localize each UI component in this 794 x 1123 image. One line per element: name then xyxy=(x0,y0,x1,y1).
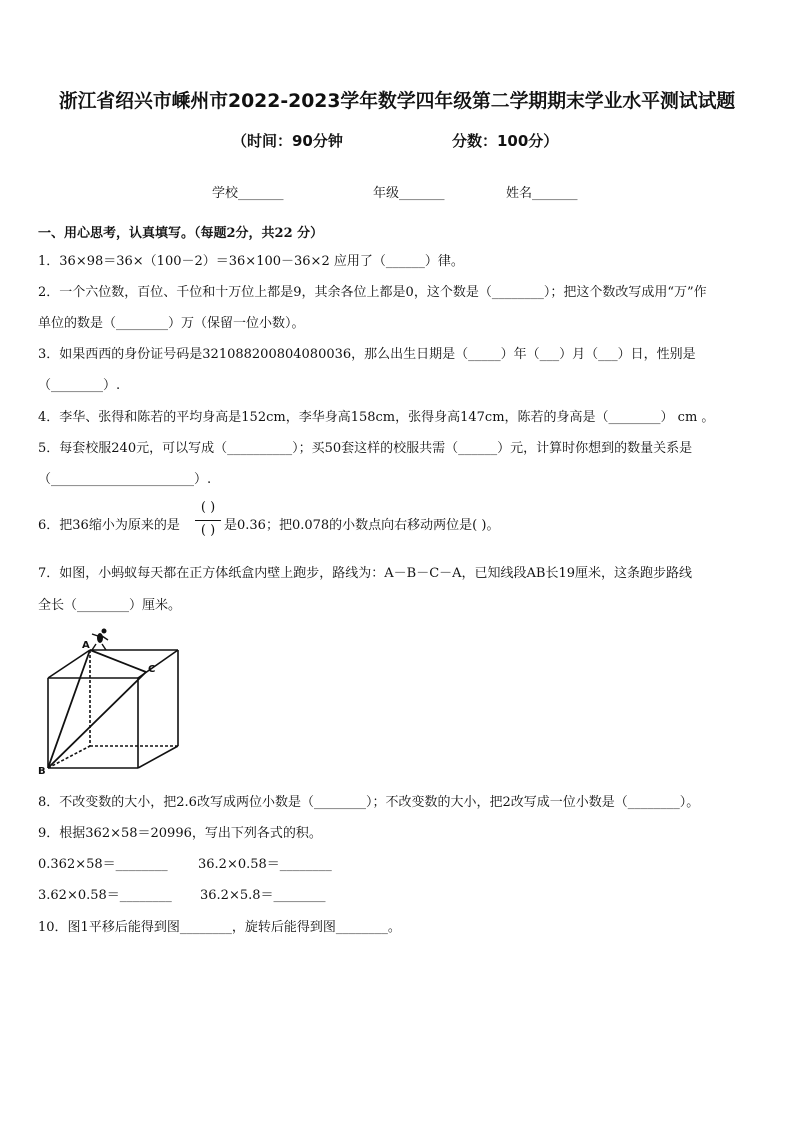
school-field: 学校_______ xyxy=(212,186,284,201)
label-b: B xyxy=(38,766,46,777)
cube-figure xyxy=(36,622,186,777)
ant-icon xyxy=(92,629,108,651)
section-heading: 一、用心思考，认真填写。（每题2分，共22 分） xyxy=(38,226,324,241)
question-8: 8．不改变数的大小，把2.6改写成两位小数是（________）；不改变数的大小，把2改写成一位小数是（________）。 xyxy=(38,795,700,810)
label-a: A xyxy=(82,640,90,651)
question-5-line-2: （______________________）. xyxy=(38,472,212,487)
fraction-bar xyxy=(195,520,221,521)
question-4: 4．李华、张得和陈若的平均身高是152cm，李华身高158cm，张得身高147cm，陈若的身高是（________） cm 。 xyxy=(38,410,715,425)
question-9-c: 3.62×0.58＝________ xyxy=(38,888,172,903)
question-9: 9．根据362×58＝20996，写出下列各式的积。 xyxy=(38,826,322,841)
question-10: 10．图1平移后能得到图________，旋转后能得到图________。 xyxy=(38,920,401,935)
question-3-line-2: （________）. xyxy=(38,378,121,393)
page-title: 浙江省绍兴市嵊州市2022-2023学年数学四年级第二学期期末学业水平测试试题 xyxy=(58,91,736,112)
question-2-line-2: 单位的数是（________）万（保留一位小数）。 xyxy=(38,316,305,331)
route-segment-ca xyxy=(90,650,146,672)
route-segment-bc xyxy=(48,672,146,768)
question-7-line-1: 7．如图，小蚂蚁每天都在正方体纸盒内壁上跑步，路线为：A－B－C－A，已知线段AB长19厘米，这条跑步路线 xyxy=(38,566,693,581)
question-9-d: 36.2×5.8＝________ xyxy=(200,888,326,903)
cube-connector-top-left xyxy=(48,650,90,678)
question-5-line-1: 5．每套校服240元，可以写成（__________）；买50套这样的校服共需（______）元，计算时你想到的数量关系是 xyxy=(38,441,693,456)
question-1: 1．36×98＝36×（100－2）＝36×100－36×2 应用了（______）律。 xyxy=(38,254,464,269)
question-6-fraction xyxy=(195,499,221,543)
fraction-numerator: ( ) xyxy=(200,500,216,515)
route-segment-ab xyxy=(48,650,90,768)
name-field: 姓名_______ xyxy=(506,186,578,201)
question-7-line-2: 全长（________）厘米。 xyxy=(38,598,182,613)
question-3-line-1: 3．如果西西的身份证号码是321088200804080036，那么出生日期是（_____）年（___）月（___）日，性别是 xyxy=(38,347,696,362)
question-2-line-1: 2．一个六位数，百位、千位和十万位上都是9，其余各位上都是0，这个数是（________）；把这个数改写成用“万”作 xyxy=(38,285,707,300)
question-6-after: 是0.36；把0.078的小数点向右移动两位是( )。 xyxy=(224,518,500,533)
question-6-before: 6．把36缩小为原来的是 xyxy=(38,518,180,533)
exam-score: 分数：100分） xyxy=(452,132,559,150)
question-9-a: 0.362×58＝________ xyxy=(38,857,168,872)
question-9-b: 36.2×0.58＝________ xyxy=(198,857,332,872)
exam-time: （时间：90分钟 xyxy=(232,132,343,150)
grade-field: 年级_______ xyxy=(373,186,445,201)
fraction-denominator: ( ) xyxy=(200,523,216,538)
label-c: C xyxy=(148,664,156,675)
cube-connector-bottom-right xyxy=(138,746,178,768)
